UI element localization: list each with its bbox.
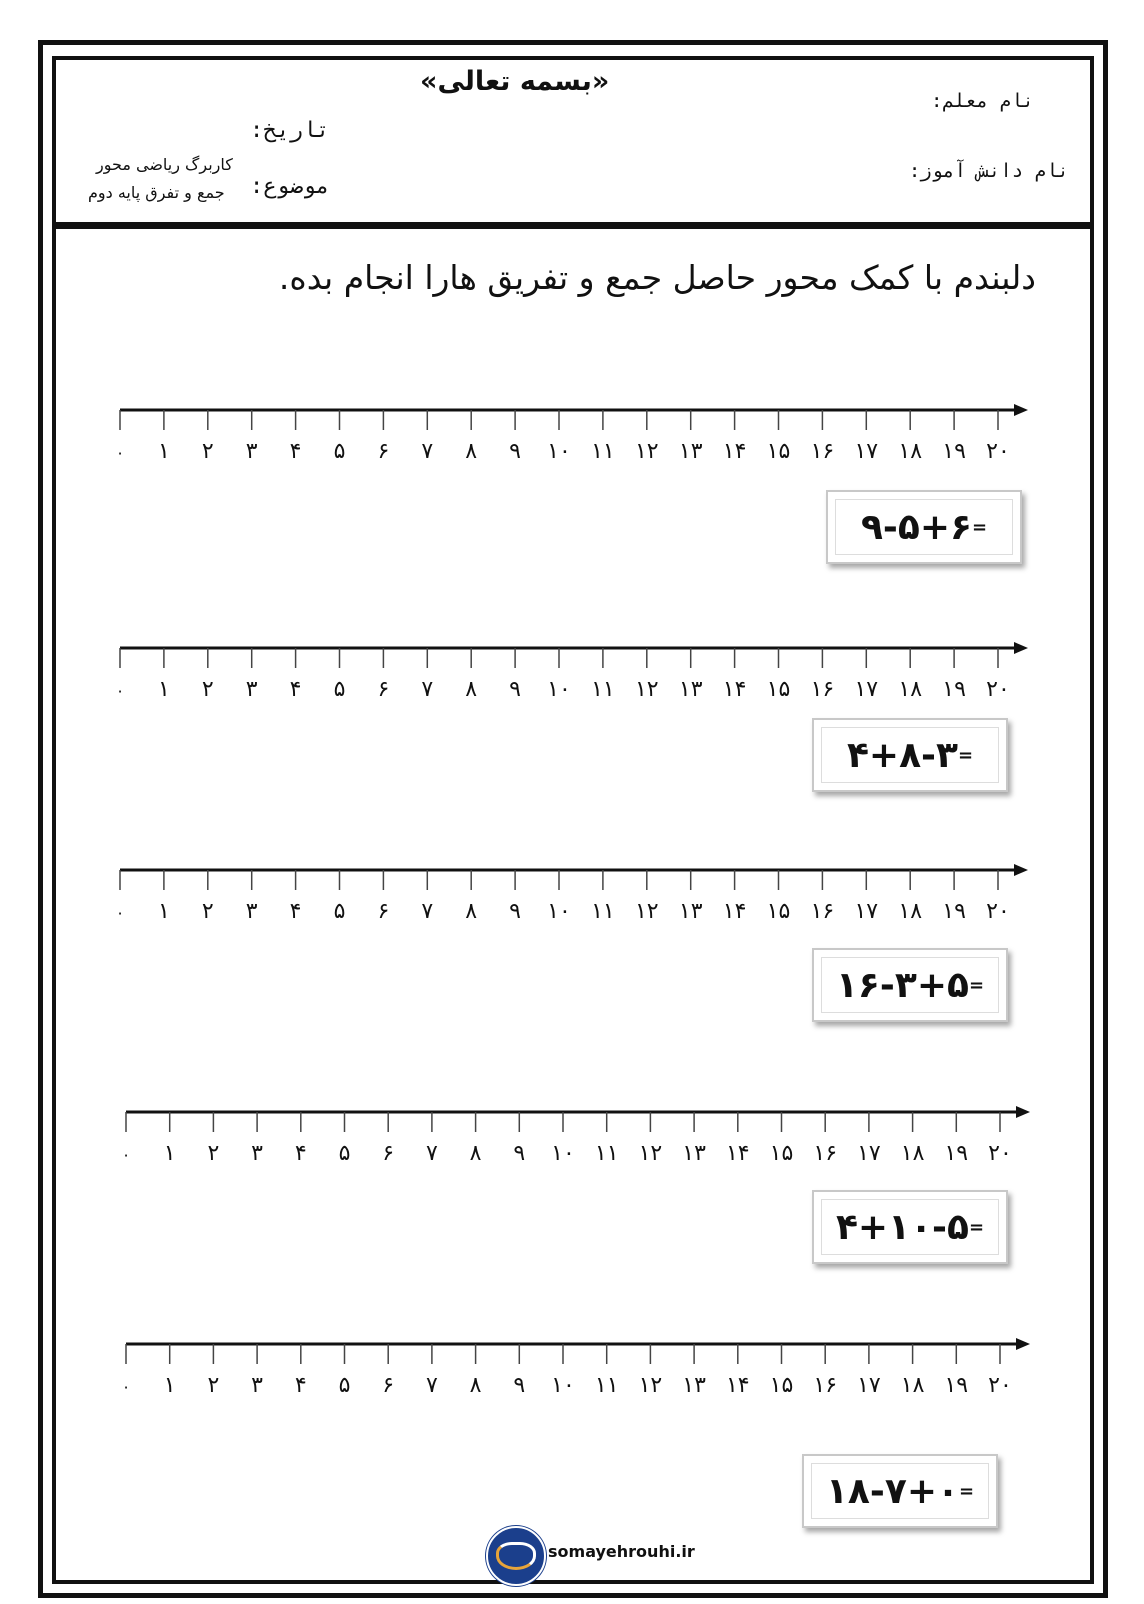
tick-label: ۱۸ — [898, 439, 923, 464]
arrowhead-icon — [1016, 1338, 1030, 1350]
tick-label: ۶ — [377, 439, 390, 464]
site-logo-icon — [486, 1526, 546, 1586]
tick-label: ۳ — [245, 439, 258, 464]
tick-label: ۷ — [425, 1373, 438, 1398]
tick-label: ۴ — [294, 1141, 307, 1166]
subject-line-1: کاربرگ ریاضی محور — [96, 155, 233, 174]
tick-label: ۰ — [115, 443, 125, 462]
tick-label: ۳ — [251, 1141, 264, 1166]
tick-label: ۱۴ — [722, 899, 747, 924]
tick-label: ۰ — [115, 903, 125, 922]
equals-sign: = — [957, 744, 974, 766]
tick-label: ۱۴ — [725, 1141, 750, 1166]
tick-label: ۹ — [513, 1373, 526, 1398]
tick-label: ۸ — [469, 1373, 482, 1398]
expression-text: ۱۸-۷+۰ — [825, 1470, 959, 1512]
tick-label: ۱۳ — [682, 1373, 706, 1398]
tick-label: ۱۶ — [813, 1373, 838, 1398]
number-line — [0, 1338, 1144, 1398]
tick-label: ۹ — [513, 1141, 526, 1166]
tick-label: ۴ — [289, 677, 302, 702]
tick-label: ۱۱ — [594, 1141, 619, 1166]
tick-label: ۹ — [509, 899, 522, 924]
tick-label: ۱۹ — [942, 677, 966, 702]
expression-frame — [835, 499, 1013, 555]
tick-label: ۲۰ — [988, 1373, 1012, 1398]
expression-frame — [821, 1199, 999, 1255]
tick-label: ۱۱ — [591, 677, 615, 702]
tick-label: ۶ — [377, 899, 390, 924]
tick-label: ۱۴ — [722, 439, 747, 464]
tick-label: ۱۰ — [547, 677, 571, 702]
tick-label: ۰ — [121, 1377, 131, 1396]
tick-label: ۱۸ — [898, 899, 923, 924]
tick-label: ۳ — [245, 899, 258, 924]
tick-label: ۱۵ — [766, 677, 791, 702]
tick-label: ۳ — [245, 677, 258, 702]
tick-label: ۸ — [465, 439, 478, 464]
tick-label: ۴ — [294, 1373, 307, 1398]
arrowhead-icon — [1016, 1106, 1030, 1118]
tick-label: ۲۰ — [986, 677, 1010, 702]
tick-label: ۱۲ — [638, 1141, 663, 1166]
tick-label: ۱۲ — [634, 677, 659, 702]
tick-label: ۱۰ — [551, 1141, 575, 1166]
tick-label: ۱ — [157, 677, 170, 702]
tick-label: ۲۰ — [986, 439, 1010, 464]
header-divider — [56, 222, 1094, 229]
tick-label: ۱ — [157, 439, 170, 464]
tick-label: ۱۶ — [813, 1141, 838, 1166]
tick-label: ۱۳ — [678, 439, 703, 464]
tick-label: ۷ — [425, 1141, 438, 1166]
expression-box — [802, 1454, 998, 1528]
tick-label: ۶ — [377, 677, 390, 702]
tick-label: ۱۴ — [722, 677, 747, 702]
number-line — [0, 404, 1144, 464]
number-line — [0, 864, 1144, 924]
tick-label: ۷ — [421, 677, 434, 702]
tick-label: ۵ — [333, 439, 346, 464]
tick-label: ۸ — [465, 899, 478, 924]
tick-label: ۱۷ — [857, 1373, 881, 1398]
tick-label: ۵ — [333, 899, 346, 924]
tick-label: ۵ — [333, 677, 346, 702]
tick-label: ۴ — [289, 439, 302, 464]
tick-label: ۲۰ — [988, 1141, 1012, 1166]
tick-label: ۲ — [207, 1141, 220, 1166]
equals-sign: = — [968, 974, 985, 996]
tick-label: ۸ — [469, 1141, 482, 1166]
tick-label: ۱۲ — [638, 1373, 663, 1398]
expression-text: ۹-۵+۶ — [860, 506, 972, 548]
expression-text: ۴+۸-۳ — [846, 734, 958, 776]
number-line — [0, 1106, 1144, 1166]
expression-frame — [821, 727, 999, 783]
tick-label: ۸ — [465, 677, 478, 702]
tick-label: ۴ — [289, 899, 302, 924]
arrowhead-icon — [1014, 642, 1028, 654]
tick-label: ۱۴ — [725, 1373, 750, 1398]
tick-label: ۱ — [163, 1141, 176, 1166]
tick-label: ۱۳ — [682, 1141, 706, 1166]
equals-sign: = — [971, 516, 988, 538]
tick-label: ۱ — [157, 899, 170, 924]
tick-label: ۶ — [382, 1373, 395, 1398]
equals-sign: = — [958, 1480, 975, 1502]
tick-label: ۷ — [421, 439, 434, 464]
site-url: somayehrouhi.ir — [548, 1542, 695, 1561]
tick-label: ۱۸ — [900, 1373, 925, 1398]
basmala-heading: «بسمه تعالی» — [420, 66, 610, 97]
expression-frame — [811, 1463, 989, 1519]
tick-label: ۱۲ — [634, 899, 659, 924]
tick-label: ۲ — [201, 677, 214, 702]
equals-sign: = — [968, 1216, 985, 1238]
tick-label: ۱۵ — [766, 899, 791, 924]
tick-label: ۲ — [201, 439, 214, 464]
number-line — [0, 642, 1144, 702]
tick-label: ۱ — [163, 1373, 176, 1398]
tick-label: ۱۲ — [634, 439, 659, 464]
tick-label: ۱۳ — [678, 899, 703, 924]
arrowhead-icon — [1014, 404, 1028, 416]
tick-label: ۱۱ — [594, 1373, 619, 1398]
tick-label: ۱۱ — [591, 439, 615, 464]
tick-label: ۱۵ — [769, 1373, 794, 1398]
tick-label: ۹ — [509, 677, 522, 702]
tick-label: ۲۰ — [986, 899, 1010, 924]
tick-label: ۱۵ — [766, 439, 791, 464]
student-name-label: نام دانش آموز: — [908, 160, 1069, 182]
tick-label: ۱۱ — [591, 899, 615, 924]
tick-label: ۹ — [509, 439, 522, 464]
tick-label: ۱۸ — [898, 677, 923, 702]
tick-label: ۱۸ — [900, 1141, 925, 1166]
tick-label: ۱۳ — [678, 677, 703, 702]
instruction-text: دلبندم با کمک محور حاصل جمع و تفریق هارا انجام بده. — [278, 258, 1036, 297]
tick-label: ۱۵ — [769, 1141, 794, 1166]
tick-label: ۷ — [421, 899, 434, 924]
tick-label: ۲ — [207, 1373, 220, 1398]
tick-label: ۵ — [338, 1373, 351, 1398]
tick-label: ۱۶ — [810, 899, 835, 924]
tick-label: ۱۷ — [854, 899, 879, 924]
expression-box — [812, 1190, 1008, 1264]
tick-label: ۱۶ — [810, 439, 835, 464]
tick-label: ۱۹ — [944, 1141, 969, 1166]
tick-label: ۱۶ — [810, 677, 835, 702]
tick-label: ۵ — [338, 1141, 351, 1166]
tick-label: ۰ — [121, 1145, 131, 1164]
tick-label: ۱۰ — [551, 1373, 575, 1398]
tick-label: ۱۷ — [854, 677, 879, 702]
tick-label: ۰ — [115, 681, 125, 700]
date-label: تاریخ: — [250, 118, 330, 143]
tick-label: ۱۹ — [942, 439, 966, 464]
tick-label: ۶ — [382, 1141, 395, 1166]
expression-text: ۱۶-۳+۵ — [835, 964, 969, 1006]
teacher-name-label: نام معلم: — [931, 90, 1034, 112]
tick-label: ۲ — [201, 899, 214, 924]
tick-label: ۱۹ — [942, 899, 966, 924]
tick-label: ۱۷ — [854, 439, 879, 464]
expression-box — [812, 718, 1008, 792]
subject-label: موضوع: — [250, 174, 330, 199]
expression-box — [826, 490, 1022, 564]
expression-text: ۴+۱۰-۵ — [835, 1206, 969, 1248]
tick-label: ۱۰ — [547, 439, 571, 464]
tick-label: ۳ — [251, 1373, 264, 1398]
arrowhead-icon — [1014, 864, 1028, 876]
subject-line-2: جمع و تفرق پایه دوم — [88, 183, 225, 202]
expression-box — [812, 948, 1008, 1022]
tick-label: ۱۷ — [857, 1141, 881, 1166]
tick-label: ۱۰ — [547, 899, 571, 924]
expression-frame — [821, 957, 999, 1013]
tick-label: ۱۹ — [944, 1373, 969, 1398]
